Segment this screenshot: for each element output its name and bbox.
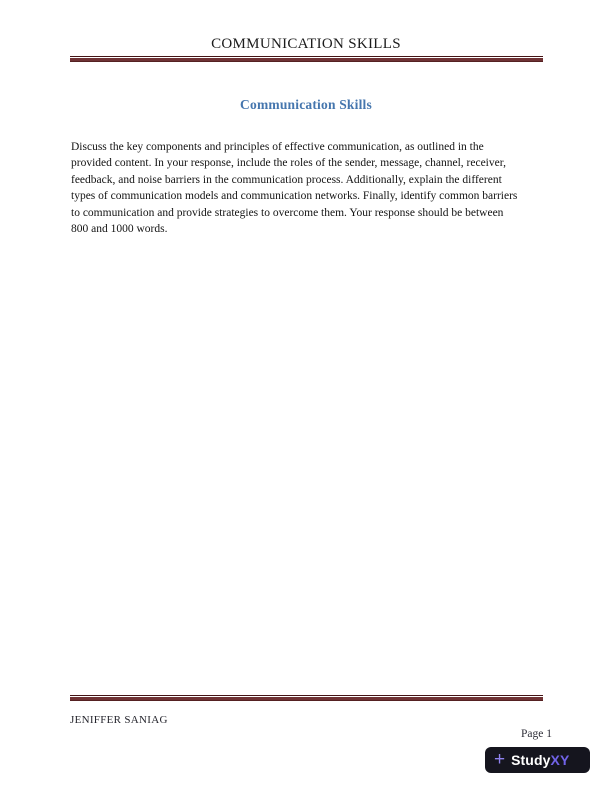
footer-author-name: JENIFFER SANIAG: [70, 714, 168, 726]
studyxy-logo-badge[interactable]: [485, 747, 590, 773]
header-rule-thin-line: [70, 56, 543, 57]
footer-rule-thick-line: [70, 697, 543, 701]
plus-icon: +: [494, 748, 506, 770]
header-rule: [70, 56, 543, 62]
paragraph-line: provided content. In your response, include the roles of the sender, message, channel, receiver,: [71, 157, 506, 170]
brand-study-text: Study: [511, 752, 551, 768]
footer-rule: [70, 695, 543, 701]
page-number: Page 1: [521, 728, 552, 740]
footer-rule-thin-line: [70, 695, 543, 696]
header-title: COMMUNICATION SKILLS: [211, 36, 401, 52]
paragraph-line: Discuss the key components and principles of effective communication, as outlined in the: [71, 141, 484, 153]
paragraph-line: to communication and provide strategies to overcome them. Your response should be between: [71, 206, 504, 219]
question-paragraph: [71, 139, 546, 237]
header-rule-thick-line: [70, 58, 543, 62]
paragraph-line: feedback, and noise barriers in the communication process. Additionally, explain the different: [71, 173, 502, 186]
brand-xy-text: XY: [550, 752, 570, 768]
paragraph-line: types of communication models and communication networks. Finally, identify common barriers: [71, 190, 518, 203]
paragraph-line: 800 and 1000 words.: [71, 223, 168, 236]
document-title: Communication Skills: [240, 97, 372, 112]
